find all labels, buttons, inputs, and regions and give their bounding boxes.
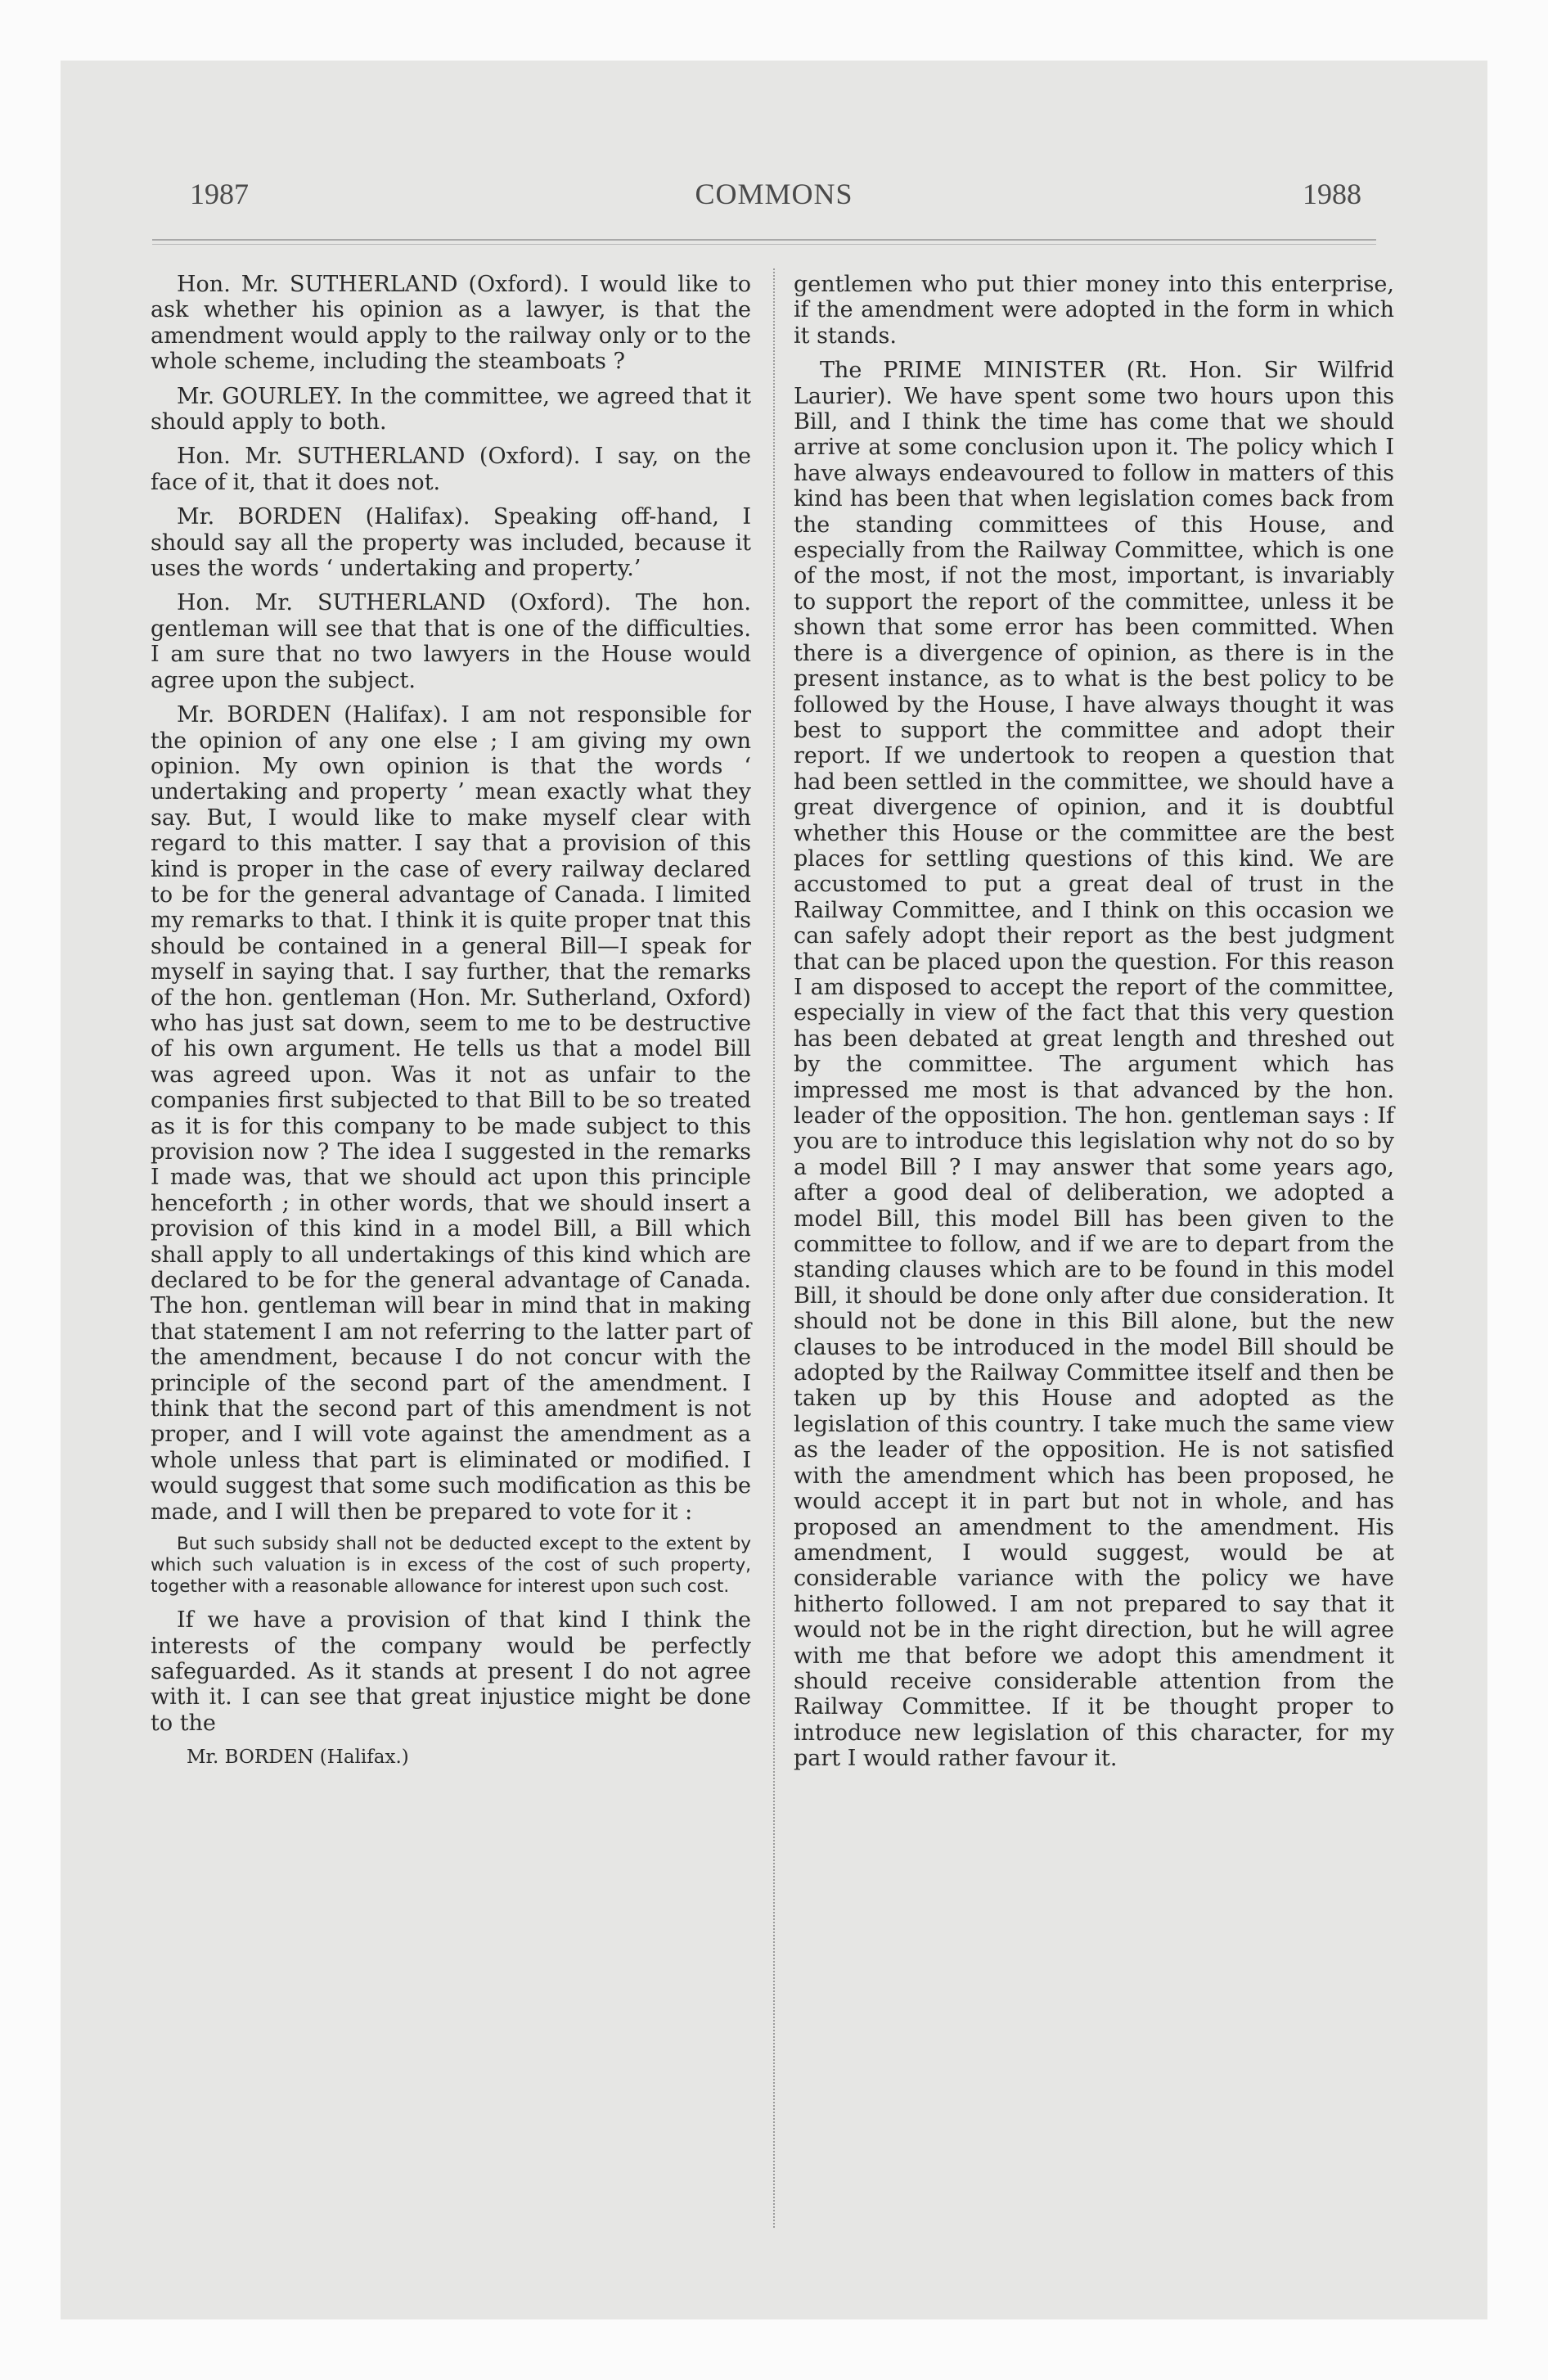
page-number-left: 1987	[190, 178, 249, 210]
scanned-page	[61, 61, 1487, 2319]
page-number-right: 1988	[1303, 178, 1361, 210]
quoted-amendment: But such subsidy shall not be deducted except to the extent by which such valuation is in excess of the cost of such property, together with a reasonable allowance for interest upon such cost.	[151, 1534, 751, 1598]
paragraph: gentlemen who put thier money into this enterprise, if the amendment were adopted in the form in which it stands.	[794, 272, 1394, 349]
page-title: COMMONS	[695, 178, 853, 210]
paragraph: Hon. Mr. SUTHERLAND (Oxford). I would like to ask whether his opinion as a lawyer, is that the amendment would apply to the railway only or to the whole scheme, including the steamboats ?	[151, 272, 751, 375]
paragraph: Mr. BORDEN (Halifax). I am not responsible for the opinion of any one else ; I am giving my own opinion. My own opinion is that the words ‘ undertaking and property ’ mean exactly what they say. But, I would like to make myself clear with regard to this matter. I say that a provision of this kind is proper in the case of every railway declared to be for the general advantage of Canada. I limited my remarks to that. I think it is quite proper tnat this should be contained in a general Bill—I speak for myself in saying that. I say further, that the remarks of the hon. gentleman (Hon. Mr. Sutherland, Oxford) who has just sat down, seem to me to be destructive of his own argument. He tells us that a model Bill was agreed upon. Was it not as unfair to the companies first subjected to that Bill to be so treated as it is for this company to be made subject to this provision now ? The idea I suggested in the remarks I made was, that we should act upon this principle henceforth ; in other words, that we should insert a provision of this kind in a model Bill, a Bill which shall apply to all undertakings of this kind which are declared to be for the general advantage of Canada. The hon. gentleman will bear in mind that in making that statement I am not referring to the latter part of the amendment, because I do not concur with the principle of the second part of the amendment. I think that the second part of this amendment is not proper, and I will vote against the amendment as a whole unless that part is eliminated or modified. I would suggest that some such modification as this be made, and I will then be prepared to vote for it :	[151, 702, 751, 1525]
speaker-attribution: Mr. BORDEN (Halifax.)	[187, 1747, 409, 1769]
paragraph: Mr. BORDEN (Halifax). Speaking off-hand, I should say all the property was included, because it uses the words ‘ undertaking and property.’	[151, 504, 751, 582]
paragraph: Hon. Mr. SUTHERLAND (Oxford). The hon. gentleman will see that that is one of the difficulties. I am sure that no two lawyers in the House would agree upon the subject.	[151, 590, 751, 693]
paragraph: The PRIME MINISTER (Rt. Hon. Sir Wilfrid Laurier). We have spent some two hours upon this Bill, and I think the time has come that we should arrive at some conclusion upon it. The policy which I have always endeavoured to follow in matters of this kind has been that when legislation comes back from the standing committees of this House, and especially from the Railway Committee, which is one of the most, if not the most, important, is invariably to support the report of the committee, unless it be shown that some error has been committed. When there is a divergence of opinion, as there is in the present instance, as to what is the best policy to be followed by the House, I have always thought it was best to support the committee and adopt their report. If we undertook to reopen a question that had been settled in the committee, we should have a great divergence of opinion, and it is doubtful whether this House or the committee are the best places for settling questions of this kind. We are accustomed to put a great deal of trust in the Railway Committee, and I think on this occasion we can safely adopt their report as the best judgment that can be placed upon the question. For this reason I am disposed to accept the report of the committee, especially in view of the fact that this very question has been debated at great length and threshed out by the committee. The argument which has impressed me most is that advanced by the hon. leader of the opposition. The hon. gentleman says : If you are to introduce this legislation why not do so by a model Bill ? I may answer that some years ago, after a good deal of deliberation, we adopted a model Bill, this model Bill has been given to the committee to follow, and if we are to depart from the standing clauses which are to be found in this model Bill, it should be done only after due consideration. It should not be done in this Bill alone, but the new clauses to be introduced in the model Bill should be adopted by the Railway Committee itself and then be taken up by this House and adopted as the legislation of this country. I take much the same view as the leader of the opposition. He is not satisfied with the amendment which has been proposed, he would accept it in part but not in whole, and has proposed an amendment to the amendment. His amendment, I would suggest, would be at considerable variance with the policy we have hitherto followed. I am not prepared to say that it would not be in the right direction, but he will agree with me that before we adopt this amendment it should receive considerable attention from the Railway Committee. If it be thought proper to introduce new legislation of this character, for my part I would rather favour it.	[794, 358, 1394, 1772]
header-rule	[152, 239, 1376, 245]
right-column	[794, 272, 1394, 1781]
paragraph: Hon. Mr. SUTHERLAND (Oxford). I say, on the face of it, that it does not.	[151, 444, 751, 495]
paragraph: Mr. GOURLEY. In the committee, we agreed that it should apply to both.	[151, 383, 751, 435]
page-header	[61, 177, 1487, 226]
paragraph: If we have a provision of that kind I think the interests of the company would be perfectly safeguarded. As it stands at present I do not agree with it. I can see that great injustice might be done to the	[151, 1607, 751, 1736]
column-divider	[773, 268, 775, 2228]
left-column	[151, 272, 751, 1780]
